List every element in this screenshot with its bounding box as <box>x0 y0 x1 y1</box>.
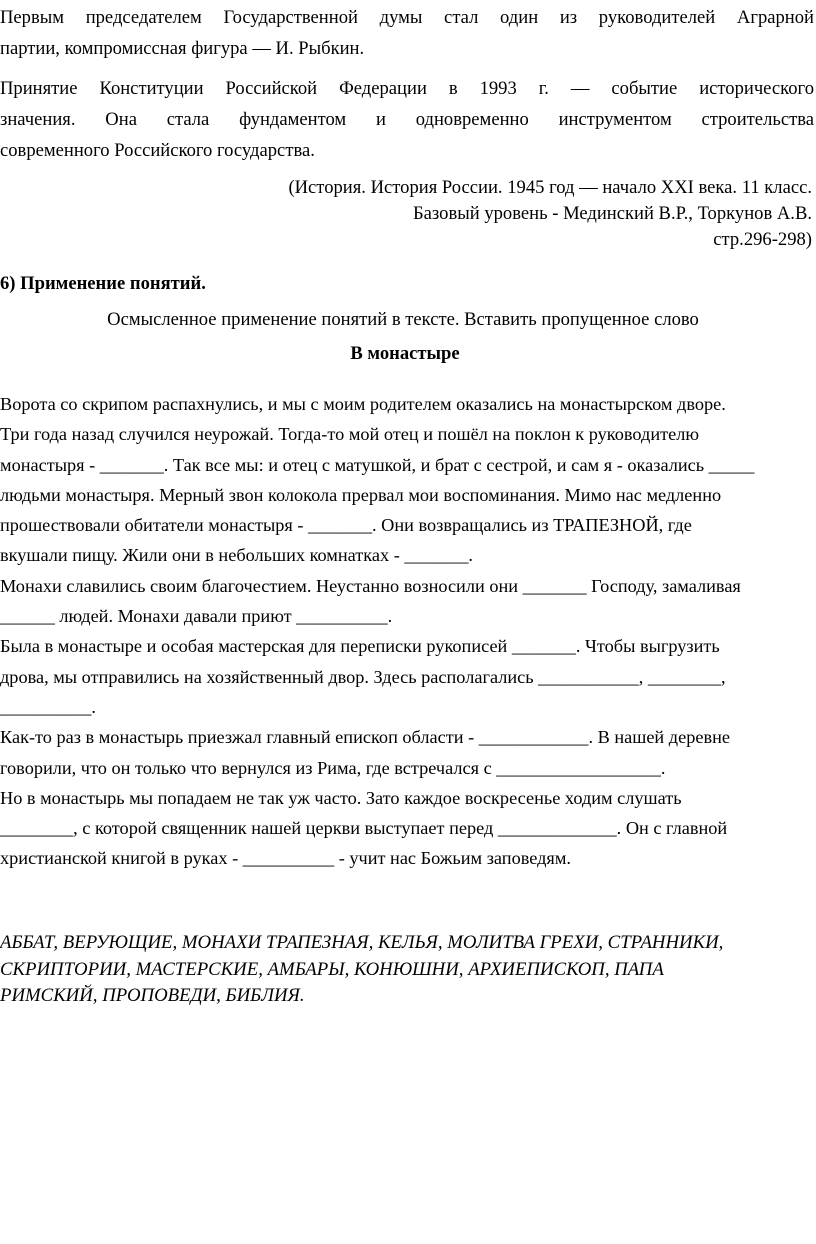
story-line: Ворота со скрипом распахнулись, и мы с моим родителем оказались на монастырском дворе. <box>0 394 726 414</box>
citation-line: стр.296-298) <box>713 229 812 250</box>
intro-paragraph-2-line: современного Российского государства. <box>0 140 315 161</box>
story-line: Три года назад случился неурожай. Тогда-то мой отец и пошёл на поклон к руководителю <box>0 424 699 445</box>
story-line: Но в монастырь мы попадаем не так уж часто. Зато каждое воскресенье ходим слушать <box>0 787 682 808</box>
story-line: Была в монастыре и особая мастерская для переписки рукописей _______. Чтобы выгрузить <box>0 636 720 657</box>
story-line: ________, с которой священник нашей церкви выступает перед _____________. Он с главной <box>0 818 728 839</box>
word-bank-line: АББАТ, ВЕРУЮЩИЕ, МОНАХИ ТРАПЕЗНАЯ, КЕЛЬЯ, МОЛИТВА ГРЕХИ, СТРАННИКИ, <box>0 932 724 953</box>
story-line: __________. <box>0 696 96 717</box>
story-line: монастыря - _______. Так все мы: и отец с матушкой, и брат с сестрой, и сам я - оказались _____ <box>0 454 755 475</box>
intro-paragraph-1-line: Первым председателем Государственной думы стал один из руководителей Аграрной <box>0 7 814 28</box>
intro-paragraph-2-line: Принятие Конституции Российской Федерации в 1993 г. — событие исторического <box>0 78 814 99</box>
intro-paragraph-2 <box>0 73 816 166</box>
story-line: Как-то раз в монастырь приезжал главный епископ области - ____________. В нашей деревне <box>0 727 730 748</box>
story-line: вкушали пищу. Жили они в небольших комнатках - _______. <box>0 545 473 566</box>
intro-paragraph-2-line: значения. Она стала фундаментом и одновременно инструментом строительства <box>0 109 814 130</box>
story-title-text: В монастыре <box>350 343 460 364</box>
citation <box>0 175 816 253</box>
word-bank-line: РИМСКИЙ, ПРОПОВЕДИ, БИБЛИЯ. <box>0 985 305 1006</box>
intro-paragraph-1-line: партии, компромиссная фигура — И. Рыбкин. <box>0 38 365 59</box>
story-line: людьми монастыря. Мерный звон колокола прервал мои воспоминания. Мимо нас медленно <box>0 484 722 505</box>
story-line: христианской книгой в руках - __________ - учит нас Божьим заповедям. <box>0 848 571 869</box>
citation-line: Базовый уровень - Мединский В.Р., Торкунов А.В. <box>413 203 812 224</box>
story-line: прошествовали обитатели монастыря - _______. Они возвращались из ТРАПЕЗНОЙ, где <box>0 515 692 536</box>
section-heading <box>0 271 816 297</box>
intro-paragraph-1 <box>0 2 816 64</box>
word-bank <box>0 930 816 1010</box>
instruction <box>0 307 816 333</box>
story-title <box>0 341 816 367</box>
story-line: Монахи славились своим благочестием. Неустанно возносили они _______ Господу, замаливая <box>0 575 741 596</box>
instruction-text: Осмысленное применение понятий в тексте. Вставить пропущенное слово <box>107 309 699 330</box>
story-line: говорили, что он только что вернулся из Рима, где встречался с __________________. <box>0 757 666 778</box>
word-bank-line: СКРИПТОРИИ, МАСТЕРСКИЕ, АМБАРЫ, КОНЮШНИ, АРХИЕПИСКОП, ПАПА <box>0 958 664 980</box>
story-line: ______ людей. Монахи давали приют __________. <box>0 606 393 627</box>
story-line: дрова, мы отправились на хозяйственный двор. Здесь располагались ___________, ________, <box>0 666 726 687</box>
citation-line: (История. История России. 1945 год — начало XXI века. 11 класс. <box>288 177 812 198</box>
section-heading-text: 6) Применение понятий. <box>0 273 206 294</box>
story-text <box>0 389 816 874</box>
